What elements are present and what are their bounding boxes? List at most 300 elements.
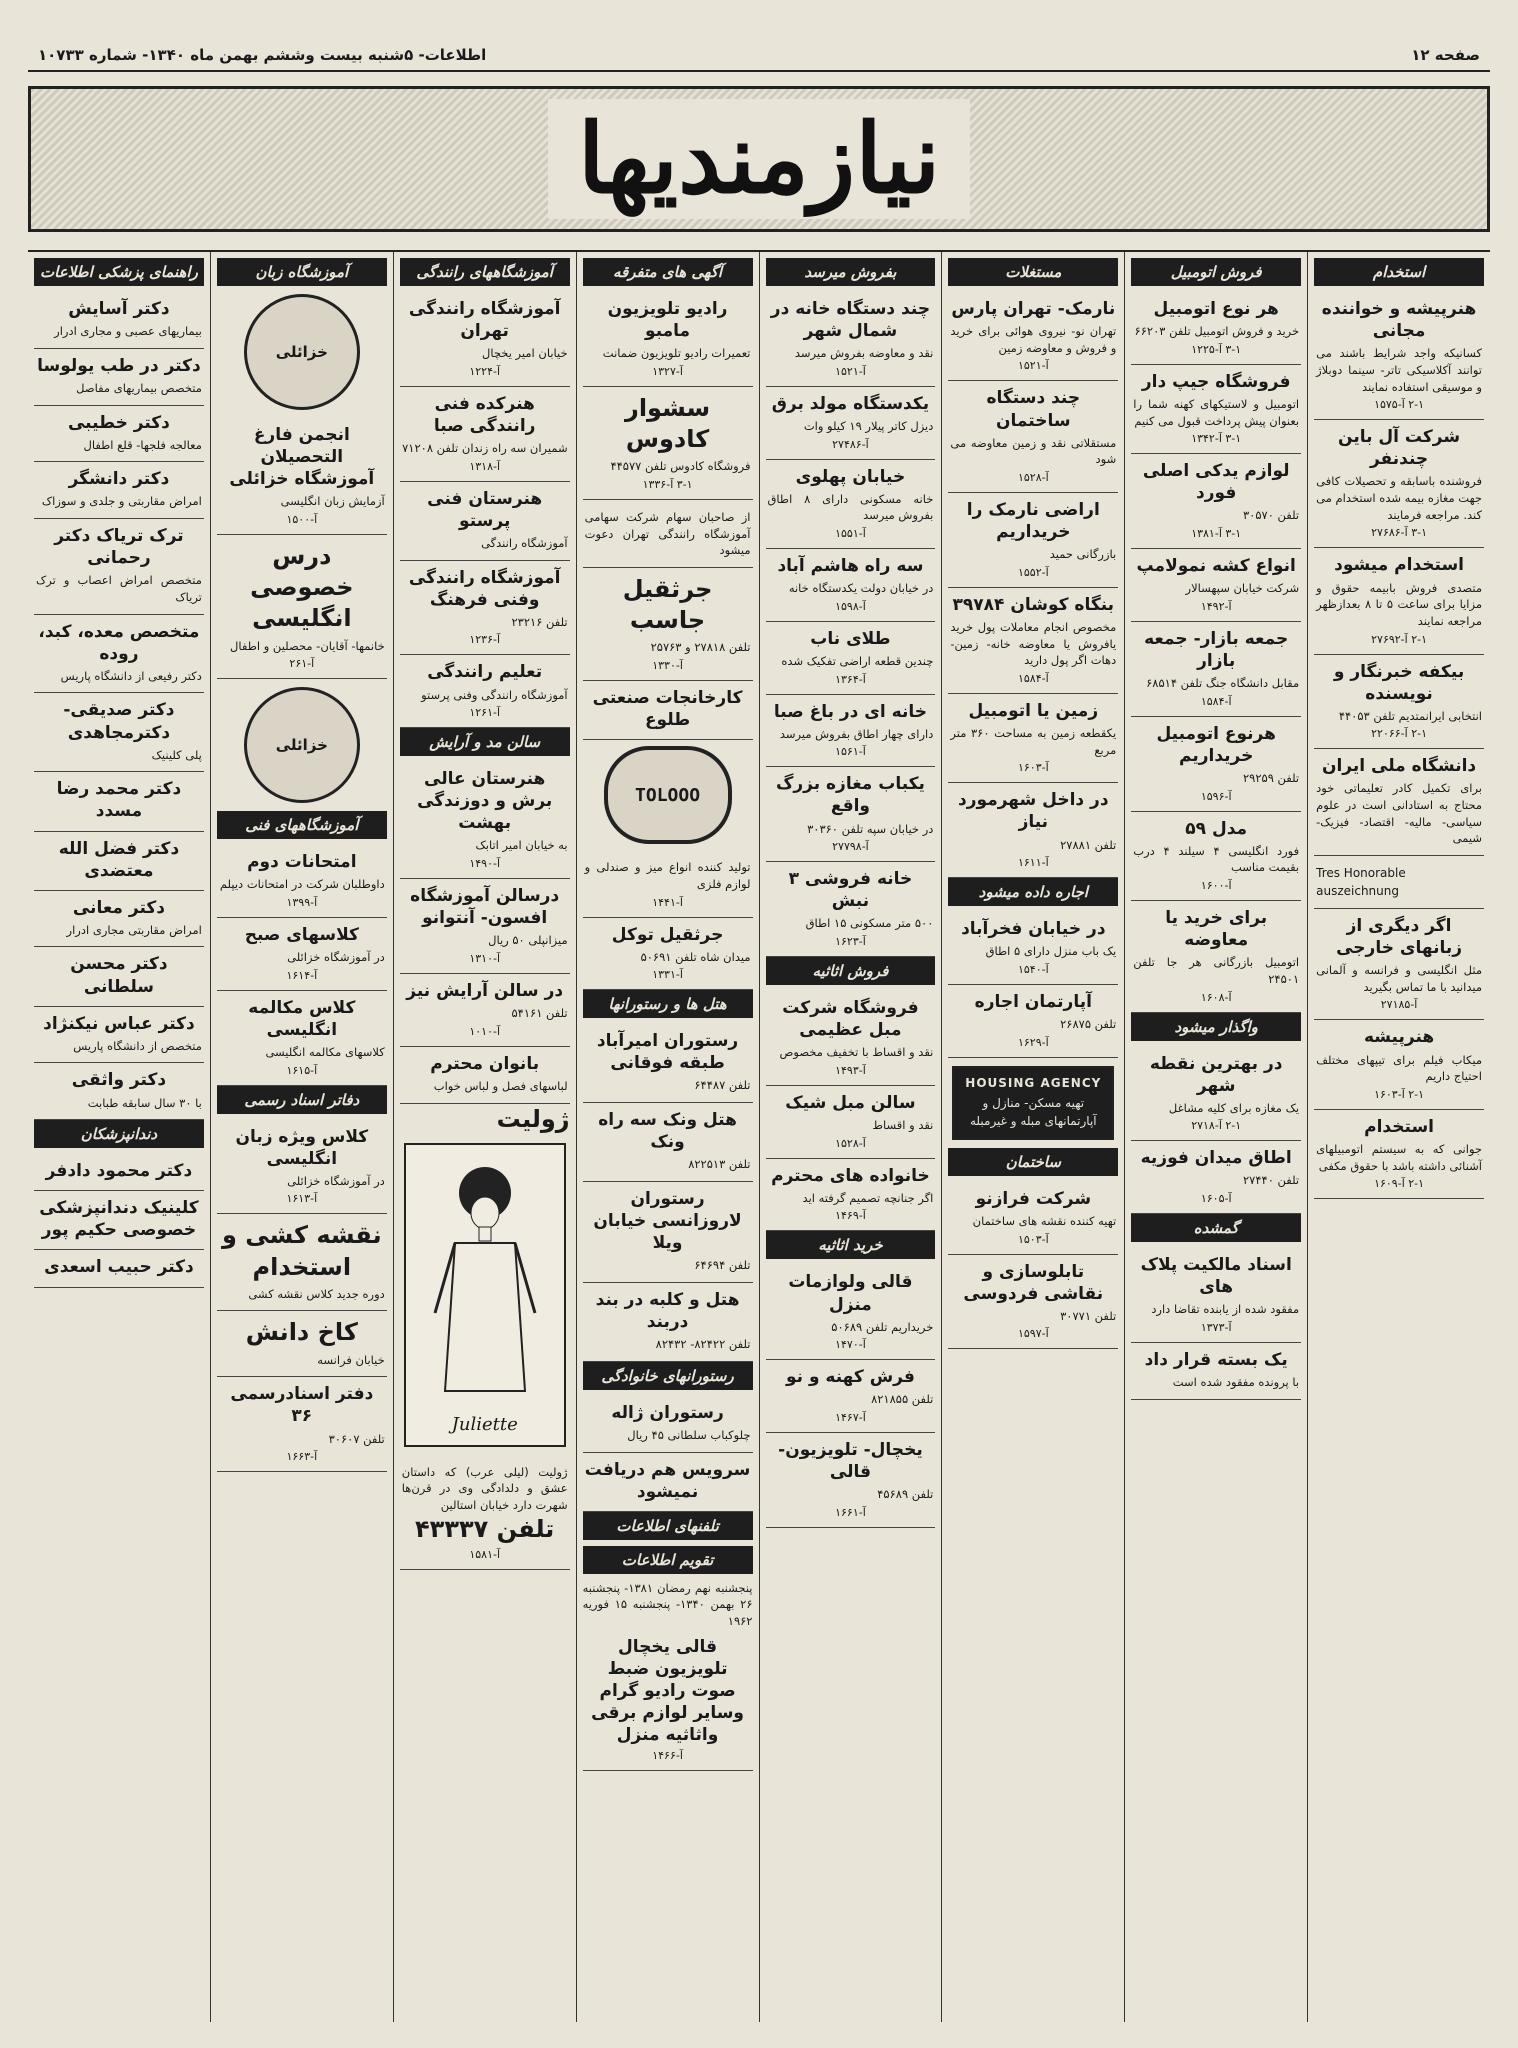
ad-body: میدان شاه تلفن ۵۰۶۹۱ — [640, 949, 751, 964]
classified-ad — [948, 292, 1118, 381]
classified-ad — [1131, 1047, 1301, 1142]
ad-body: تولید کننده انواع میز و صندلی و لوازم فلزی — [584, 860, 751, 891]
ad-body: تلفن ۲۶۸۷۵ — [1060, 1017, 1117, 1032]
ad-code: ۲-۱ آ-۱۶۰۳ — [1374, 1087, 1425, 1101]
ad-title: هنرستان عالی برش و دوزندگی بهشت — [417, 769, 553, 834]
ad-code: ۳-۱ آ-۱۳۸۱ — [1191, 527, 1242, 541]
ad-title: دانشگاه ملی ایران — [1321, 756, 1477, 777]
ad-title: بیکفه خبرنگار و نویسنده — [1333, 661, 1465, 704]
section-header: واگذار میشود — [1131, 1013, 1301, 1041]
ad-code: آ-۲۷۷۹۸ — [832, 840, 869, 854]
ad-title: دکتر فضل الله معتضدی — [58, 838, 180, 881]
ad-code: آ-۱۴۶۹ — [835, 1209, 866, 1223]
section-header: فروش اثاثیه — [766, 957, 936, 985]
classified-ad — [766, 1159, 936, 1232]
classified-ad — [1131, 901, 1301, 1013]
classified-ad — [400, 387, 570, 482]
ad-title: دکتر دانشگر — [68, 469, 170, 490]
ad-code: آ-۱۰۱۰ — [469, 1024, 501, 1038]
ad-body: در آموزشگاه خزائلی — [287, 950, 385, 965]
classified-ad — [1131, 549, 1301, 622]
ad-title: متخصص معده، کبد، روده — [38, 621, 200, 664]
classified-ad — [400, 1047, 570, 1104]
ad-body: مفقود شده از یابنده تقاضا دارد — [1151, 1302, 1300, 1317]
classified-ad — [217, 418, 387, 535]
ad-body: متخصص از دانشگاه پاریس — [73, 1038, 202, 1053]
classified-ad — [1314, 1110, 1484, 1199]
classified-ad — [217, 1120, 387, 1215]
classified-ad — [583, 850, 753, 917]
classified-ad — [948, 588, 1118, 694]
ad-title: فروشگاه شرکت مبل عظیمی — [782, 998, 919, 1041]
classified-ad — [1131, 454, 1301, 549]
column — [1307, 252, 1490, 2022]
ad-title: شرکت آل باین چندنفر — [1338, 427, 1461, 470]
ad-body: داوطلبان شرکت در امتحانات دیپلم — [219, 877, 385, 892]
section-header: آموزشگاههای فنی — [217, 811, 387, 839]
ad-body: چلوکباب سلطانی ۴۵ ریال — [627, 1427, 751, 1442]
ad-body: در خیابان سپه تلفن ۳۰۳۶۰ — [807, 821, 934, 836]
ad-title: سشوار کادوس — [625, 393, 711, 454]
ad-title: کارخانجات صنعتی طلوع — [592, 687, 743, 731]
section-header: راهنمای پزشکی اطلاعات — [34, 258, 204, 286]
column — [1124, 252, 1307, 2022]
classified-ad — [583, 1182, 753, 1283]
ad-title: شرکت فرازنو — [975, 1188, 1092, 1209]
ad-title: خانه فروشی ۳ نبش — [788, 869, 913, 912]
classified-ad — [583, 681, 753, 740]
top-info-line — [28, 40, 1490, 72]
ad-body: انتخابی ایرانمتدیم تلفن ۴۴۰۵۳ — [1338, 708, 1482, 723]
ad-body: تلفن ۸۲۴۲۲- ۸۲۴۳۲ — [655, 1337, 751, 1352]
classified-ad — [766, 1360, 936, 1433]
ad-title: هتل و کلبه در بند دربند — [595, 1289, 740, 1333]
factory-logo: TOLOOO — [604, 746, 732, 844]
classified-ad — [948, 1182, 1118, 1255]
ad-title: فرش کهنه و نو — [785, 1367, 915, 1388]
ad-body: در آموزشگاه خزائلی — [287, 1173, 385, 1188]
classified-ad — [766, 622, 936, 695]
ad-body: تلفن ۲۷۴۴۰ — [1242, 1173, 1300, 1188]
ad-code: آ-۱۵۹۸ — [835, 599, 866, 613]
classified-ad — [217, 1214, 387, 1311]
ad-body: بازرگانی حمید — [1049, 547, 1117, 562]
ad-body: تهران نو- نیروی هوائی برای خرید و فروش و معاوضه زمین — [950, 324, 1117, 355]
ad-title: بانوان محترم — [430, 1053, 540, 1074]
column — [28, 252, 210, 2022]
ad-code: آ-۱۲۳۶ — [469, 633, 501, 647]
ad-code: آ-۱۳۷۳ — [1200, 1321, 1232, 1334]
ad-body: تلفن ۸۲۲۵۱۳ — [688, 1157, 751, 1172]
ad-title: قالی ولوازمات منزل — [788, 1272, 913, 1315]
ad-code: آ-۱۵۸۴ — [1017, 671, 1049, 685]
ad-body: متصدی فروش بابیمه حقوق و مزایا برای ساعت ۵ تا ۸ بعدازظهر مراجعه نمایند — [1316, 580, 1482, 628]
ad-code: آ-۱۶۲۳ — [835, 935, 866, 949]
classified-ad — [1314, 548, 1484, 654]
ad-title: تعلیم رانندگی — [427, 662, 543, 683]
ad-title: اسناد مالکیت پلاک های — [1140, 1255, 1292, 1298]
classified-ad — [400, 561, 570, 656]
ad-code: آ-۱۶۶۱ — [835, 1505, 866, 1519]
ad-title: جرثقیل جاسب — [622, 574, 713, 635]
classified-ad — [583, 387, 753, 500]
ad-body: بیماریهای عصبی و مجاری ادرار — [54, 324, 202, 339]
ad-body: فورد انگلیسی ۴ سیلند ۴ درب بقیمت مناسب — [1133, 843, 1300, 875]
section-header: هتل ها و رستورانها — [583, 990, 753, 1018]
ad-title: دکتر عباس نیکنژاد — [43, 1013, 195, 1034]
section-header: فروش اتومبیل — [1131, 258, 1301, 286]
issue-line: اطلاعات- ۵شنبه بیست وششم بهمن ماه ۱۳۴۰- شماره ۱۰۷۳۳ — [38, 46, 487, 64]
ad-title: در داخل شهرمورد نیاز — [958, 790, 1109, 833]
ad-body: مخصوص انجام معاملات پول خرید یافروش یا معاوضه خانه- زمین- دهات اگر پول دارید — [950, 619, 1117, 668]
classified-ad — [1314, 856, 1484, 909]
ad-title: قالی یخچال تلویزیون ضبط صوت رادیو گرام وسایر لوازم برقی واثاثیه منزل — [591, 1636, 744, 1746]
classified-ad — [34, 693, 204, 772]
classified-ad — [583, 568, 753, 681]
ad-code: آ-۱۵۲۱ — [835, 364, 866, 378]
ad-body: مثل انگلیسی و فرانسه و آلمانی میدانید با ما تماس بگیرید — [1316, 963, 1482, 994]
ad-title: رستوران امیرآباد طبقه فوقانی — [596, 1031, 739, 1074]
column — [393, 252, 576, 2022]
ad-body: خریداریم تلفن ۵۰۶۸۹ — [831, 1319, 934, 1334]
ad-code: آ-۱۵۶۱ — [835, 745, 866, 759]
classified-ad — [34, 1063, 204, 1120]
ad-title: یخچال- تلویزیون- قالی — [778, 1440, 923, 1483]
classified-ad — [217, 1377, 387, 1472]
classified-ad — [766, 695, 936, 768]
classified-ad — [1131, 717, 1301, 812]
ad-body: تهیه کننده نقشه های ساختمان — [972, 1213, 1117, 1228]
juliette-title: ژولیت — [496, 1104, 570, 1133]
ad-body: از صاحبان سهام شرکت سهامی آموزشگاه رانندگی تهران دعوت میشود — [584, 509, 751, 558]
ad-code: آ-۱۳۹۹ — [286, 895, 318, 909]
ad-body: تلفن ۶۴۶۹۴ — [694, 1258, 751, 1273]
ad-code: آ-۱۵۰۳ — [1017, 1232, 1049, 1246]
housing-agency-ad — [952, 1066, 1114, 1140]
classified-ad — [948, 381, 1118, 493]
ad-title: درسالن آموزشگاه افسون- آنتوانو — [410, 886, 560, 929]
newspaper-page — [28, 40, 1490, 2030]
ad-code: آ-۱۶۱۵ — [286, 1063, 318, 1077]
ad-title: ترک تریاک دکتر رحمانی — [54, 526, 184, 569]
juliette-phone: تلفن ۴۳۳۳۷ — [415, 1514, 555, 1543]
classified-ad — [1314, 1020, 1484, 1109]
classified-ad — [583, 1630, 753, 1771]
ad-title: دکتر معانی — [72, 897, 165, 918]
ads-columns — [28, 250, 1490, 2022]
ad-body: با ۳۰ سال سابقه طبابت — [87, 1095, 202, 1110]
ad-code: آ-۱۵۸۴ — [1200, 694, 1232, 708]
ad-body: تلفن ۲۳۲۱۶ — [511, 614, 568, 629]
classified-ad — [583, 1103, 753, 1182]
ad-body: برای تکمیل کادر تعلیماتی خود محتاج به استادانی است در علوم سیاسی- مالیه- اقتصاد- فیزیک- شیمی — [1316, 781, 1482, 846]
ad-title: یکباب مغازه بزرگ واقع — [775, 774, 925, 817]
ad-title: خانواده های محترم — [771, 1165, 930, 1186]
classified-ad — [948, 783, 1118, 878]
classified-ad — [34, 832, 204, 891]
classified-ad — [766, 1433, 936, 1528]
ad-body: آموزشگاه رانندگی وفنی پرستو — [421, 687, 568, 702]
juliette-illustration — [404, 1143, 566, 1447]
classified-ad — [400, 292, 570, 387]
ad-code: ۲-۱ آ-۱۶۰۹ — [1374, 1177, 1425, 1191]
ad-code: آ-۱۳۱۰ — [469, 952, 501, 966]
ad-code: آ-۱۴۶۶ — [652, 1749, 683, 1763]
ad-title: درس خصوصی انگلیسی — [250, 541, 354, 633]
classified-ad — [217, 535, 387, 679]
ad-code: آ-۱۶۱۴ — [286, 968, 318, 982]
ad-code: آ-۱۴۹۳ — [835, 1063, 866, 1077]
classified-ad — [948, 912, 1118, 985]
ad-code: آ-۲۷۱۸۵ — [1380, 998, 1418, 1012]
ad-title: یک بسته قرار داد — [1144, 1350, 1288, 1370]
ad-code: ۲-۱ آ-۲۷۶۹۲ — [1371, 632, 1427, 646]
classified-ad — [400, 655, 570, 728]
ad-body: با پرونده مفقود شده است — [1172, 1375, 1300, 1390]
ad-title: رستوران لاروزانسی خیابان ویلا — [593, 1188, 742, 1254]
classified-ad — [34, 406, 204, 463]
masthead-title: نیازمندیها — [548, 99, 970, 219]
housing-body: تهیه مسکن- منازل و آپارتمانهای مبله و غیرمبله — [969, 1095, 1097, 1128]
ad-title: دکتر حبیب اسعدی — [44, 1257, 194, 1278]
column — [576, 252, 759, 2022]
ad-title: انواع کشه نمولامپ — [1136, 556, 1296, 577]
ad-body: اگر جنانچه تصمیم گرفته اید — [802, 1190, 934, 1205]
ad-code: ۲-۱ آ-۲۲۰۶۶ — [1371, 727, 1427, 741]
ad-body: امراض مقاربتی مجاری ادرار — [66, 922, 202, 937]
classified-ad — [217, 991, 387, 1086]
classified-ad — [583, 1024, 753, 1103]
ad-title: آموزشگاه رانندگی وفنی فرهنگ — [408, 567, 561, 610]
ad-title: هتل ونک سه راه ونک — [598, 1110, 737, 1153]
ad-title: چند دستگاه خانه در شمال شهر — [770, 299, 931, 342]
ad-code: آ-۱۶۶۳ — [286, 1450, 318, 1464]
ad-body: تلفن ۵۴۱۶۱ — [511, 1006, 568, 1021]
ad-title: استخدام — [1364, 1116, 1434, 1137]
section-header: اجاره داده میشود — [948, 878, 1118, 906]
section-header: آموزشگاه زبان — [217, 258, 387, 286]
ad-code: آ-۱۶۱۱ — [1017, 856, 1049, 870]
classified-ad — [34, 1191, 204, 1250]
ad-code: آ-۱۴۴۱ — [652, 895, 683, 909]
ad-code: آ-۱۵۵۲ — [1017, 565, 1049, 579]
classified-ad — [1131, 365, 1301, 454]
classified-ad — [583, 500, 753, 568]
ad-body: میزانپلی ۵۰ ریال — [488, 933, 568, 948]
ad-code: آ-۱۵۰۰ — [286, 512, 318, 526]
ad-title: دکتر محمود دادفر — [45, 1161, 193, 1182]
ad-code: آ-۱۴۷۰ — [835, 1338, 866, 1352]
section-header: تلفنهای اطلاعات — [583, 1512, 753, 1540]
ad-body: خانمها- آقایان- محصلین و اطفال — [230, 638, 385, 653]
ad-code: آ-۲۷۴۸۶ — [832, 437, 869, 451]
classified-ad — [400, 879, 570, 974]
ad-body: مقابل دانشگاه جنگ تلفن ۶۸۵۱۴ — [1146, 676, 1300, 691]
ad-code: ۳-۱ آ-۱۲۲۵ — [1191, 342, 1242, 356]
ad-code: آ-۱۶۰۰ — [1200, 878, 1232, 892]
ad-body: تلفن ۳۰۵۷۰ — [1242, 508, 1300, 523]
classified-ad — [1131, 812, 1301, 901]
ad-title: خیابان پهلوی — [795, 466, 906, 487]
ad-title: چند دستگاه ساختمان — [986, 388, 1081, 431]
ad-title: یکدستگاه مولد برق — [771, 393, 930, 414]
ad-title: دکتر محمد رضا مسدد — [56, 779, 182, 822]
ad-code: آ-۱۲۲۴ — [469, 364, 501, 378]
ad-code: ۳-۱ آ-۲۷۶۸۶ — [1371, 526, 1427, 540]
classified-ad — [34, 519, 204, 615]
ad-title: کلاس ویژه زبان انگلیسی — [235, 1126, 369, 1169]
section-header: آگهی های متفرقه — [583, 258, 753, 286]
ad-code: آ-۱۵۲۱ — [1017, 359, 1049, 373]
section-header: مستغلات — [948, 258, 1118, 286]
ad-code: آ-۱۳۳۰ — [652, 658, 683, 672]
ad-code: آ-۱۶۰۸ — [1200, 990, 1232, 1004]
classified-ad — [583, 292, 753, 387]
ad-title: در سالن آرایش نیز — [406, 981, 564, 1002]
masthead — [28, 86, 1490, 232]
classified-ad — [766, 862, 936, 957]
juliette-brand: Juliette — [451, 1413, 518, 1435]
ad-body: پلی کلینیک — [151, 747, 202, 762]
ad-title: اگر دیگری از زبانهای خارجی — [1336, 915, 1463, 959]
ad-title: جمعه بازار- جمعه بازار — [1144, 628, 1289, 671]
ad-body: به خیابان امیر اتابک — [475, 838, 568, 853]
ad-code: آ-۱۳۱۸ — [469, 459, 501, 473]
ad-title: اراضی نارمک را خریداریم — [966, 499, 1100, 543]
ad-code: آ-۱۵۸۱ — [469, 1547, 501, 1561]
ad-title: هر نوع اتومبیل — [1153, 299, 1279, 319]
ad-body: امراض مقاربتی و جلدی و سوزاک — [41, 494, 202, 509]
ad-title: دکتر خطیبی — [67, 412, 170, 433]
ad-title: دفتر اسنادرسمی ۳۶ — [230, 1384, 374, 1427]
classified-ad — [34, 1154, 204, 1191]
ad-body: تلفن ۸۲۱۸۵۵ — [871, 1392, 934, 1407]
ad-body: تلفن ۳۰۶۰۷ — [328, 1431, 385, 1446]
classified-ad — [766, 292, 936, 387]
section-header: گمشده — [1131, 1214, 1301, 1242]
ad-code: آ-۱۶۰۵ — [1200, 1192, 1232, 1206]
ad-title: اطاق میدان فوزیه — [1140, 1148, 1292, 1169]
ad-code: آ-۱۵۲۸ — [1017, 470, 1049, 484]
section-header: خرید اثاثیه — [766, 1231, 936, 1259]
classified-ad — [400, 762, 570, 879]
classified-ad — [948, 985, 1118, 1058]
ad-body: تلفن ۴۵۶۸۹ — [877, 1487, 934, 1502]
school-logo: خزائلی — [244, 294, 360, 410]
ad-code: آ-۱۴۶۷ — [835, 1411, 866, 1425]
ad-code: آ-۱۲۶۱ — [469, 706, 501, 720]
ad-title: سرویس هم دریافت نمیشود — [584, 1459, 751, 1502]
ad-title: دکتر آسایش — [68, 299, 170, 319]
classified-ad — [1131, 1343, 1301, 1400]
classified-ad — [583, 918, 753, 991]
ad-body: دیزل کاتر پیلار ۱۹ کیلو وات — [803, 418, 934, 433]
section-header: سالن مد و آرایش — [400, 728, 570, 756]
ad-title: دکتر در طب یولوسا — [37, 355, 201, 376]
ad-body: در خیابان دولت یکدستگاه خانه — [788, 581, 934, 596]
ad-title: لوازم یدکی اصلی فورد — [1142, 461, 1290, 504]
classified-ad — [766, 387, 936, 460]
ad-title: هنرستان فنی پرستو — [427, 488, 543, 531]
ad-body: دارای چهار اطاق بفروش میرسد — [779, 726, 934, 741]
classified-ad — [1131, 622, 1301, 717]
ad-body: تلفن ۲۷۸۸۱ — [1060, 837, 1117, 852]
classified-ad — [34, 1250, 204, 1287]
ad-title: انجمن فارغ التحصیلان آموزشگاه خزائلی — [229, 425, 375, 490]
classified-ad — [1131, 1248, 1301, 1343]
section-header: ساختمان — [948, 1148, 1118, 1176]
ad-code: آ-۱۵۲۸ — [835, 1136, 866, 1150]
column — [941, 252, 1124, 2022]
classified-ad — [1314, 909, 1484, 1021]
ad-body: متخصص بیماریهای مفاصل — [76, 380, 202, 395]
ad-body: فروشگاه کادوس تلفن ۴۴۵۷۷ — [610, 459, 751, 474]
ad-title: رادیو تلویزیون مامبو — [607, 299, 728, 342]
ad-code: آ-۱۴۹۰ — [469, 857, 501, 871]
ad-title: دکتر واثقی — [71, 1070, 167, 1091]
ad-body: اتومبیل بازرگانی هر جا تلفن ۲۴۵۰۱ — [1133, 955, 1300, 986]
classified-ad — [766, 1086, 936, 1159]
ad-title: در خیابان فخرآباد — [961, 919, 1106, 940]
classified-ad — [1314, 420, 1484, 548]
ad-code: آ-۱۳۳۱ — [652, 968, 683, 982]
ad-body: تلفن ۲۷۸۱۸ و ۲۵۷۶۳ — [650, 640, 751, 655]
classified-ad — [948, 694, 1118, 783]
ad-title: دکتر صدیقی- دکترمجاهدی — [63, 700, 175, 743]
ad-body: تلفن ۶۴۴۸۷ — [694, 1078, 751, 1093]
ad-title: طلای ناب — [810, 628, 891, 649]
ad-code: آ-۱۵۹۶ — [1200, 789, 1232, 803]
woman-figure-icon — [425, 1163, 545, 1393]
ad-title: فروشگاه جیپ دار — [1141, 371, 1291, 392]
ad-code: ۳-۱ آ-۱۳۳۶ — [642, 477, 693, 491]
column — [210, 252, 393, 2022]
calendar-text: پنجشنبه نهم رمضان ۱۳۸۱- پنجشنبه ۲۶ بهمن ۱۳۴۰- پنجشنبه ۱۵ فوریه ۱۹۶۲ — [582, 1580, 753, 1629]
classified-ad — [1314, 749, 1484, 856]
ad-title: امتحانات دوم — [247, 852, 357, 873]
classified-ad — [766, 767, 936, 862]
classified-ad — [766, 549, 936, 622]
ad-body: آزمایش زبان انگلیسی — [280, 494, 385, 509]
ad-body: نقد و اقساط با تخفیف مخصوص — [779, 1045, 934, 1060]
ad-title: تابلوسازی و نقاشی فردوسی — [963, 1261, 1104, 1304]
ad-title: کاخ دانش — [245, 1318, 358, 1347]
ad-title: هنرکده فنی رانندگی صبا — [433, 393, 536, 436]
school-logo: خزائلی — [244, 687, 360, 803]
ad-body: تلفن ۳۰۷۷۱ — [1060, 1308, 1117, 1323]
ad-code: ۲-۱ آ-۲۷۱۸ — [1191, 1119, 1242, 1133]
classified-ad — [400, 974, 570, 1047]
ad-code: آ-۱۳۲۷ — [652, 364, 683, 378]
classified-ad — [34, 462, 204, 519]
ad-title: مدل ۵۹ — [1185, 818, 1248, 839]
ad-body: دوره جدید کلاس نقشه کشی — [248, 1286, 385, 1301]
classified-ad — [583, 1396, 753, 1453]
ad-title: آموزشگاه رانندگی تهران — [408, 299, 561, 342]
ad-title: استخدام میشود — [1334, 555, 1465, 576]
ad-body: تلفن ۲۹۲۵۹ — [1242, 770, 1300, 785]
section-header: بفروش میرسد — [766, 258, 936, 286]
classified-ad — [1314, 292, 1484, 420]
ad-code: آ-۱۶۰۳ — [1017, 761, 1049, 775]
classified-ad — [1131, 1141, 1301, 1214]
juliette-body: ژولیت (لیلی عرب) که داستان عشق و دلدادگی وی در قرن‌ها شهرت دارد خیابان استالین — [401, 1464, 568, 1513]
section-header: رستورانهای خانوادگی — [583, 1362, 753, 1390]
housing-title: HOUSING AGENCY — [965, 1075, 1102, 1090]
ad-title: زمین یا اتومبیل — [968, 700, 1099, 721]
ad-title: دکتر محسن سلطانی — [70, 954, 168, 997]
classified-ad — [34, 615, 204, 694]
